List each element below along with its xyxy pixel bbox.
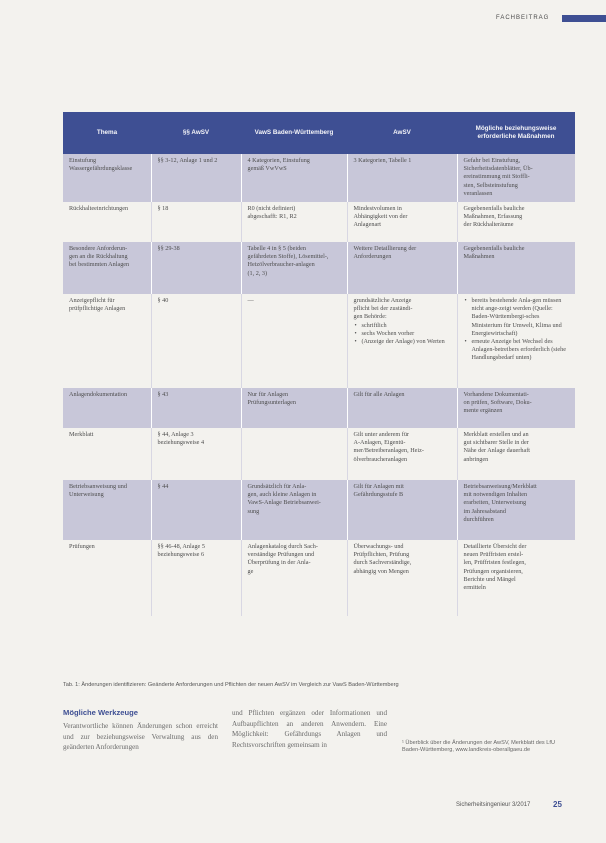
column-header: Mögliche beziehungsweise erforderliche Maßnahmen — [457, 112, 575, 154]
bullet-list — [464, 297, 572, 363]
table-cell — [347, 480, 457, 540]
table-row — [63, 480, 575, 540]
cell-text: Gefährdungsstufe B — [353, 491, 404, 499]
cell-text: durch Sachverständige, — [353, 559, 412, 567]
cell-text: gemäß VwVwS — [247, 165, 287, 173]
cell-text: Gefahr bei Einstufung, — [463, 157, 521, 164]
table-row — [63, 388, 575, 428]
table-cell — [457, 540, 575, 616]
cell-text: grundsätzliche Anzeige — [353, 297, 412, 305]
cell-text: mente ergänzen — [463, 407, 503, 415]
cell-text: Detaillierte Übersicht der — [463, 543, 527, 551]
table-cell — [347, 202, 457, 242]
table-cell — [457, 294, 575, 388]
cell-text: pflicht bei der zuständi- — [353, 305, 413, 313]
cell-text: Anlagenart — [353, 221, 381, 229]
cell-text: mit notwendigen Inhalten — [463, 491, 528, 499]
table-cell — [347, 428, 457, 480]
table-cell — [241, 480, 347, 540]
cell-text: Merkblatt erstellen und an — [463, 431, 529, 439]
table-cell — [151, 154, 241, 202]
cell-text: Betriebsanweisung und — [69, 483, 127, 491]
cell-text: Berichte und Mängel — [463, 575, 516, 583]
table-row — [63, 242, 575, 294]
cell-text: gen an die Rückhaltung — [69, 253, 128, 261]
section-heading: Mögliche Werkzeuge — [63, 708, 138, 717]
cell-text: mer/Betreiberanlagen, Heiz- — [353, 447, 424, 455]
cell-text: Überwachungs- und — [353, 543, 404, 551]
cell-text: Tabelle 4 in § 5 (beiden — [247, 245, 306, 253]
bullet-item: • schriftlich — [362, 322, 453, 330]
cell-text: ermitteln — [463, 584, 486, 592]
cell-text: Prüfpflichten, Prüfung — [353, 551, 410, 559]
table-cell — [63, 154, 151, 202]
table-cell — [241, 242, 347, 294]
section-color-bar — [562, 15, 606, 22]
cell-text: Sicherheitsdatenblätter, Üb- — [463, 165, 533, 173]
table-cell — [457, 388, 575, 428]
cell-text: Anzeigepflicht für — [69, 297, 115, 305]
cell-text: § 44, Anlage 3 — [157, 431, 194, 439]
table-cell — [241, 540, 347, 616]
bullet-list — [354, 322, 453, 347]
cell-text: Unterweisung — [69, 491, 104, 499]
footnote: ¹ Überblick über die Änderungen der AwSV, Merkblatt des LfU Baden-Württemberg, www.landkreis-oberallgaeu.de — [402, 740, 555, 754]
cell-text: Merkblatt — [69, 431, 94, 439]
cell-text: § 43 — [157, 391, 169, 399]
table-cell — [241, 294, 347, 388]
cell-text: Anforderungen — [353, 253, 392, 261]
cell-text: bei bestimmten Anlagen — [69, 261, 130, 269]
cell-text: erarbeiten, Unterweisung — [463, 499, 527, 507]
cell-text: verständige Prüfungen und — [247, 551, 315, 559]
body-text-column-1: Verantwortliche können Änderungen schon erreicht und zur beziehungsweise Verwaltung aus den geänderten Anforderungen — [63, 722, 218, 751]
cell-text: Mindestvolumen in — [353, 205, 402, 213]
cell-text: Gilt unter anderem für — [353, 431, 409, 439]
cell-text: Überprüfung in der Anla- — [247, 559, 311, 567]
table-row — [63, 154, 575, 202]
table-cell — [151, 294, 241, 388]
cell-text: Betriebsanweisung/Merkblatt — [463, 483, 537, 491]
table-cell — [151, 428, 241, 480]
table-cell — [151, 480, 241, 540]
cell-text: — — [247, 297, 254, 305]
cell-text: Heizölverbraucher-anlagen — [247, 261, 315, 269]
table-caption: Tab. 1: Änderungen identifizieren: Geänderte Anforderungen und Pflichten der neuen AwSV im Vergleich zur VawS Baden-Württemberg — [63, 682, 399, 688]
cell-text: Wassergefährdungsklasse — [69, 165, 133, 173]
column-header: Thema — [63, 112, 151, 154]
cell-text: ölverbraucheranlagen — [353, 455, 408, 463]
cell-text: Maßnahmen, Erfassung — [463, 213, 523, 221]
cell-text: sung — [247, 507, 260, 515]
table-cell — [347, 540, 457, 616]
cell-text: A-Anlagen, Eigentü- — [353, 439, 406, 447]
cell-text: prüfpflichtige Anlagen — [69, 305, 126, 313]
cell-text: Prüfungsunterlagen — [247, 399, 296, 407]
table-cell — [457, 428, 575, 480]
cell-text: abhängig von Mengen — [353, 567, 409, 575]
cell-text: gen, auch kleine Anlagen in — [247, 491, 317, 499]
cell-text: sten, Selbsteinstufung — [463, 181, 518, 189]
cell-text: gen Behörde: — [353, 313, 387, 321]
cell-text: Grundsätzlich für Anla- — [247, 483, 307, 491]
cell-text: veranlassen — [463, 189, 493, 197]
cell-text: § 40 — [157, 297, 169, 305]
bullet-item: • (Anzeige der Anlage) von Werten — [362, 338, 453, 346]
cell-text: beziehungsweise 6 — [157, 551, 205, 559]
cell-text: §§ 29-38 — [157, 245, 180, 253]
cell-text: Einstufung — [69, 157, 97, 164]
footer-magazine-title: Sicherheitsingenieur 3/2017 — [456, 802, 531, 808]
cell-text: Anlagenkatalog durch Sach- — [247, 543, 318, 551]
table-cell — [63, 480, 151, 540]
table-cell — [151, 540, 241, 616]
cell-text: gefährdeten Stoffe), Lösemittel-, — [247, 253, 329, 261]
cell-text: Rückhalteeinrichtungen — [69, 205, 129, 213]
page-number: 25 — [553, 800, 562, 809]
bullet-item: • erneute Anzeige bei Wechsel des Anlagen-betreibers erforderlich (siehe Handlungsbedarf unten) — [472, 338, 572, 363]
table-cell — [151, 202, 241, 242]
table-cell — [347, 154, 457, 202]
cell-text: 4 Kategorien, Einstufung — [247, 157, 310, 164]
cell-text: Gegebenenfalls bauliche — [463, 205, 525, 213]
table-row — [63, 540, 575, 616]
table-cell — [63, 242, 151, 294]
table-cell — [151, 242, 241, 294]
table-cell — [63, 202, 151, 242]
table-cell — [347, 388, 457, 428]
table-cell — [63, 294, 151, 388]
table-cell — [347, 242, 457, 294]
cell-text: Gilt für Anlagen mit — [353, 483, 404, 491]
cell-text: on prüfen, Software, Doku- — [463, 399, 532, 407]
comparison-table — [63, 112, 575, 616]
table-header-row — [63, 112, 575, 154]
cell-text: R0 (nicht definiert) — [247, 205, 296, 213]
cell-text: len, Prüffristen festlegen, — [463, 559, 526, 567]
table-cell — [151, 388, 241, 428]
cell-text: VawS-Anlage Betriebsanwei- — [247, 499, 321, 507]
cell-text: ereinstimmung mit Stoffli- — [463, 173, 530, 181]
cell-text: gut sichtbarer Stelle in der — [463, 439, 529, 447]
bullet-item: • bereits bestehende Anla-gen müssen nicht ange-zeigt werden (Quelle: Baden-Württembergi-sches Ministerium für Umwelt, Klima und Energiewirtschaft) — [472, 297, 572, 338]
cell-text: der Rückhalteräume — [463, 221, 514, 229]
cell-text: Maßnahmen — [463, 253, 495, 261]
table-cell — [63, 428, 151, 480]
cell-text: Gegebenenfalls bauliche — [463, 245, 525, 253]
cell-text: Vorhandene Dokumentati- — [463, 391, 529, 399]
cell-text: Weitere Detaillierung der — [353, 245, 417, 253]
cell-text: im Jahresabstand — [463, 507, 506, 515]
table-cell — [241, 428, 347, 480]
table-cell — [457, 202, 575, 242]
table-cell — [241, 154, 347, 202]
column-header: §§ AwSV — [151, 112, 241, 154]
cell-text: Nur für Anlagen — [247, 391, 289, 399]
section-label: FACHBEITRAG — [496, 15, 550, 21]
table-cell — [241, 388, 347, 428]
table-cell — [457, 154, 575, 202]
cell-text: § 18 — [157, 205, 169, 213]
table-cell — [63, 388, 151, 428]
cell-text: Nähe der Anlage dauerhaft — [463, 447, 530, 455]
column-header: VawS Baden-Württemberg — [241, 112, 347, 154]
cell-text: abgeschafft: R1, R2 — [247, 213, 297, 221]
cell-text: neuen Prüffristen erstel- — [463, 551, 524, 559]
table-row — [63, 428, 575, 480]
cell-text: §§ 46-48, Anlage 5 — [157, 543, 205, 551]
table-cell — [241, 202, 347, 242]
table-row — [63, 294, 575, 388]
table-row — [63, 202, 575, 242]
cell-text: (1, 2, 3) — [247, 269, 268, 277]
column-header: AwSV — [347, 112, 457, 154]
cell-text: beziehungsweise 4 — [157, 439, 205, 447]
cell-text: ge — [247, 567, 254, 575]
cell-text: Prüfungen organisieren, — [463, 567, 523, 575]
cell-text: anbringen — [463, 455, 489, 463]
cell-text: Anlagendokumentation — [69, 391, 128, 399]
table-cell — [457, 242, 575, 294]
body-text-column-2: und Pflichten ergänzen oder Informationen und Aufbaupflichten an anderen Anwendern. Eine Möglichkeit: Gefährdungs Anlagen und Rechtsvorschriften gemeinsam in — [232, 709, 387, 749]
table-cell — [63, 540, 151, 616]
bullet-item: • sechs Wochen vorher — [362, 330, 453, 338]
cell-text: Gilt für alle Anlagen — [353, 391, 405, 399]
cell-text: §§ 3-12, Anlage 1 und 2 — [157, 157, 218, 164]
table-cell — [347, 294, 457, 388]
cell-text: Besondere Anforderun- — [69, 245, 128, 253]
cell-text: 3 Kategorien, Tabelle 1 — [353, 157, 412, 164]
cell-text: Prüfungen — [69, 543, 95, 551]
cell-text: durchführen — [463, 515, 494, 523]
cell-text: Abhängigkeit von der — [353, 213, 408, 221]
cell-text: § 44 — [157, 483, 169, 491]
table-cell — [457, 480, 575, 540]
